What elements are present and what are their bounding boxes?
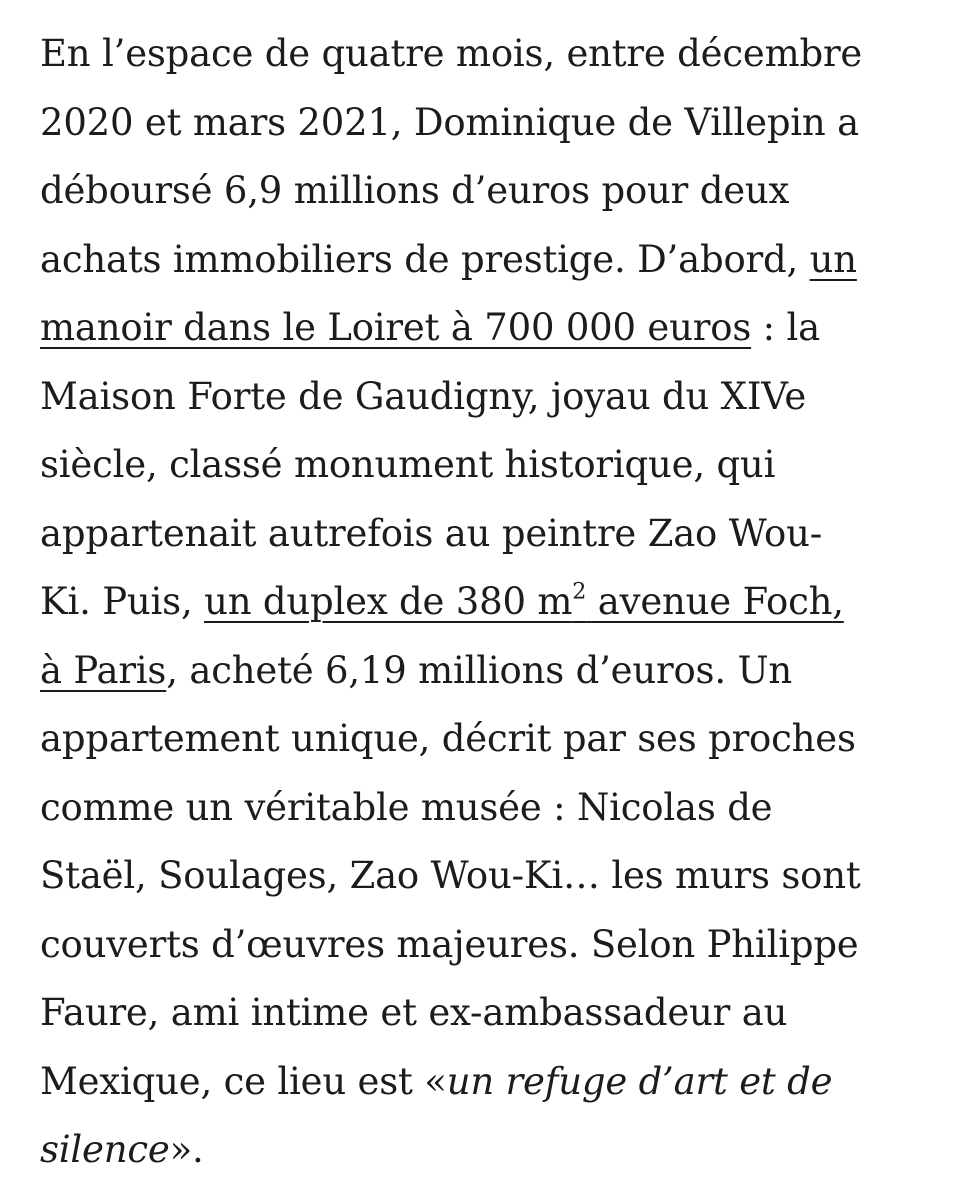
text-segment: , acheté 6,19 millions d’euros. Un [166, 648, 793, 692]
manoir-link[interactable]: un [809, 237, 857, 281]
duplex-link-continued[interactable]: à Paris [40, 648, 167, 692]
link-comma: , [832, 580, 844, 623]
text-line [40, 226, 934, 295]
text-line: Faure, ami intime et ex-ambassadeur au [40, 991, 788, 1034]
text-line: comme un véritable musée : Nicolas de [40, 785, 773, 829]
text-line [40, 568, 934, 637]
quote-text: un refuge d’art et de [446, 1059, 833, 1103]
text-segment: achats immobiliers de prestige. D’abord, [40, 237, 810, 281]
text-line: siècle, classé monument historique, qui [40, 443, 776, 486]
quote-text-continued: silence [40, 1128, 170, 1171]
text-line [40, 1048, 934, 1117]
text-segment: ». [169, 1128, 204, 1171]
link-text: avenue Foch [586, 580, 833, 623]
text-line: déboursé 6,9 millions d’euros pour deux [40, 169, 790, 212]
superscript-2: 2 [572, 578, 587, 605]
text-line: couverts d’œuvres majeures. Selon Philippe [40, 922, 859, 966]
article-paragraph [40, 20, 934, 1185]
text-line: appartement unique, décrit par ses proches [40, 717, 856, 760]
link-text: un duplex de 380 m [204, 580, 573, 623]
text-segment: : la [751, 306, 820, 349]
text-line: 2020 et mars 2021, Dominique de Villepin a [40, 100, 859, 144]
text-line [40, 294, 934, 363]
text-line [40, 637, 934, 706]
text-line [40, 1116, 934, 1185]
text-line: Staël, Soulages, Zao Wou-Ki… les murs sont [40, 854, 861, 897]
text-line: En l’espace de quatre mois, entre décembre [40, 32, 863, 75]
text-line: appartenait autrefois au peintre Zao Wou- [40, 511, 823, 555]
text-segment: Ki. Puis, [40, 580, 205, 623]
text-segment: Mexique, ce lieu est « [40, 1059, 447, 1103]
duplex-link[interactable] [204, 580, 844, 623]
text-line: Maison Forte de Gaudigny, joyau du XIVe [40, 374, 807, 418]
manoir-link-continued[interactable]: manoir dans le Loiret à 700 000 euros [40, 306, 752, 349]
